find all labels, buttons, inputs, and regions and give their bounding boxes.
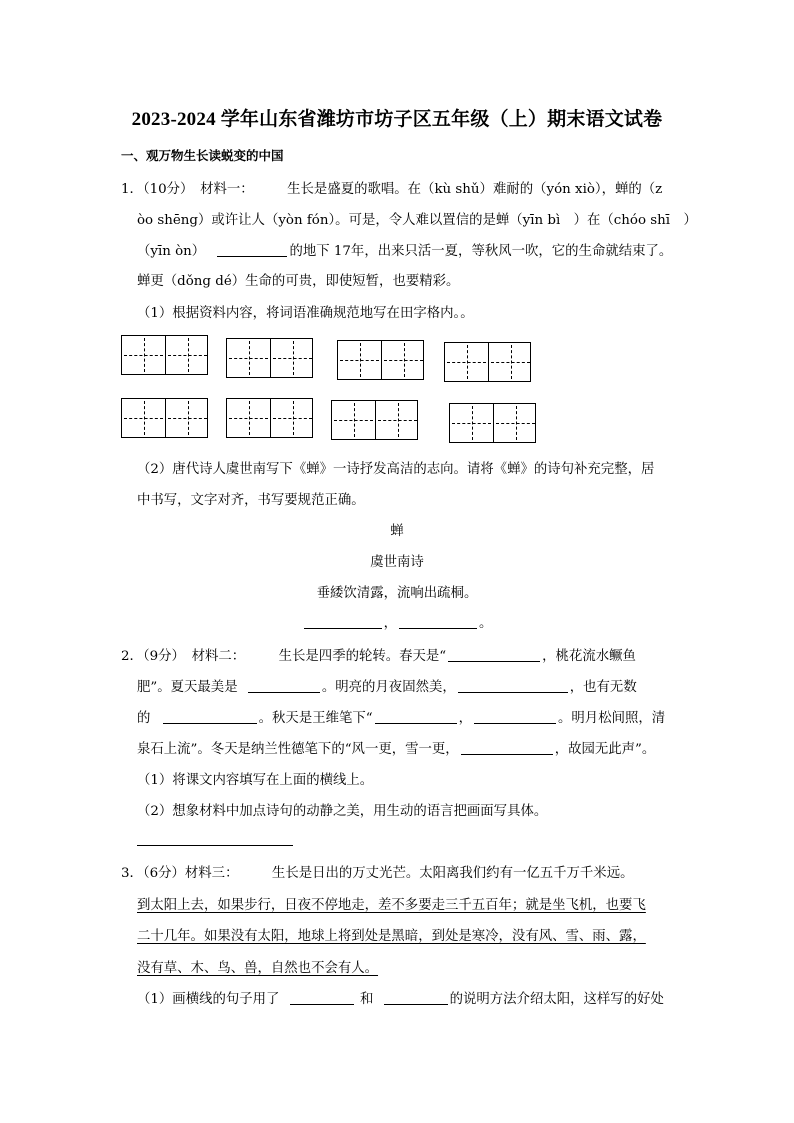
tianzige-box-5[interactable] <box>121 398 208 438</box>
q2-line-3: 的 。秋天是王维笔下“ ， 。明月松间照，清 <box>137 711 666 726</box>
q2-line-1: 2．（9分） 材料二： 生长是四季的轮转。春天是“ ，桃花流水鳜鱼 <box>121 649 636 664</box>
answer-blank[interactable] <box>248 691 320 693</box>
answer-blank[interactable] <box>163 722 257 724</box>
tianzige-box-2[interactable] <box>226 338 313 378</box>
answer-blank[interactable] <box>375 722 457 724</box>
answer-blank[interactable] <box>474 722 556 724</box>
page-title: 2023-2024 学年山东省潍坊市坊子区五年级（上）期末语文试卷 <box>131 109 663 130</box>
q1-line-4: 蝉更（dǒng dé）生命的可贵，即使短暂，也要精彩。 <box>137 274 460 289</box>
q2-sub-1: （1）将课文内容填写在上面的横线上。 <box>137 773 374 788</box>
q1-sub-2-line-1: （2）唐代诗人虞世南写下《蝉》一诗抒发高洁的志向。请将《蝉》的诗句补充完整，居 <box>137 462 655 477</box>
answer-blank[interactable] <box>290 1003 354 1005</box>
q1-line-1: 1．（10分） 材料一： 生长是盛夏的歌唱。在（kù shǔ）难耐的（yón xiò），蝉的（z <box>121 182 663 197</box>
q3-sub-1: （1）画横线的句子用了 和 的说明方法介绍太阳，这样写的好处 <box>137 992 664 1007</box>
poem-title: 蝉 <box>390 524 404 539</box>
section-heading: 一、观万物生长读蜕变的中国 <box>121 148 284 163</box>
q3-line-1: 3．（6分）材料三： 生长是日出的万丈光芒。太阳离我们约有一亿五千万千米远。 <box>121 866 634 881</box>
q3-underlined-line-4: 没有草、木、鸟、兽，自然也不会有人。 <box>137 961 379 976</box>
answer-blank[interactable] <box>217 255 287 257</box>
answer-blank[interactable] <box>304 627 382 629</box>
answer-blank[interactable] <box>384 1003 448 1005</box>
q1-sub-2-line-2: 中书写，文字对齐，书写要规范正确。 <box>137 493 365 508</box>
answer-blank[interactable] <box>461 753 553 755</box>
q1-sub-1: （1）根据资料内容，将词语准确规范地写在田字格内。。 <box>137 306 474 321</box>
answer-blank[interactable] <box>458 691 568 693</box>
answer-blank[interactable] <box>448 660 540 662</box>
q2-line-2: 肥”。夏天最美是 。明亮的月夜固然美， ，也有无数 <box>137 680 637 695</box>
q2-sub-2: （2）想象材料中加点诗句的动静之美，用生动的语言把画面写具体。 <box>137 804 548 819</box>
q3-underlined-line-2: 到太阳上去，如果步行，日夜不停地走，差不多要走三千五百年；就是坐飞机，也要飞 <box>137 898 646 913</box>
answer-blank[interactable] <box>399 627 477 629</box>
tianzige-box-7[interactable] <box>331 400 418 440</box>
poem-author: 虞世南诗 <box>370 555 424 570</box>
tianzige-box-1[interactable] <box>121 335 208 375</box>
answer-line[interactable] <box>137 845 293 846</box>
q2-line-4: 泉石上流”。冬天是纳兰性德笔下的“风一更，雪一更， ，故园无此声”。 <box>137 742 656 757</box>
poem-line-1: 垂緌饮清露，流响出疏桐。 <box>316 586 478 601</box>
q1-line-3: （yīn òn） 的地下 17年，出来只活一夏，等秋风一吹，它的生命就结束了。 <box>137 244 673 259</box>
tianzige-box-8[interactable] <box>449 403 536 443</box>
tianzige-box-6[interactable] <box>226 398 313 438</box>
poem-line-2: ， 。 <box>0 612 794 631</box>
tianzige-box-3[interactable] <box>337 340 424 380</box>
tianzige-box-4[interactable] <box>444 342 531 382</box>
q1-line-2: òo shēng）或许让人（yòn fón）。可是，令人难以置信的是蝉（yīn bì ）在（chóo shī ） <box>137 213 697 228</box>
q3-underlined-line-3: 二十几年。如果没有太阳，地球上将到处是黑暗，到处是寒冷，没有风、雪、雨、露， <box>137 929 646 944</box>
